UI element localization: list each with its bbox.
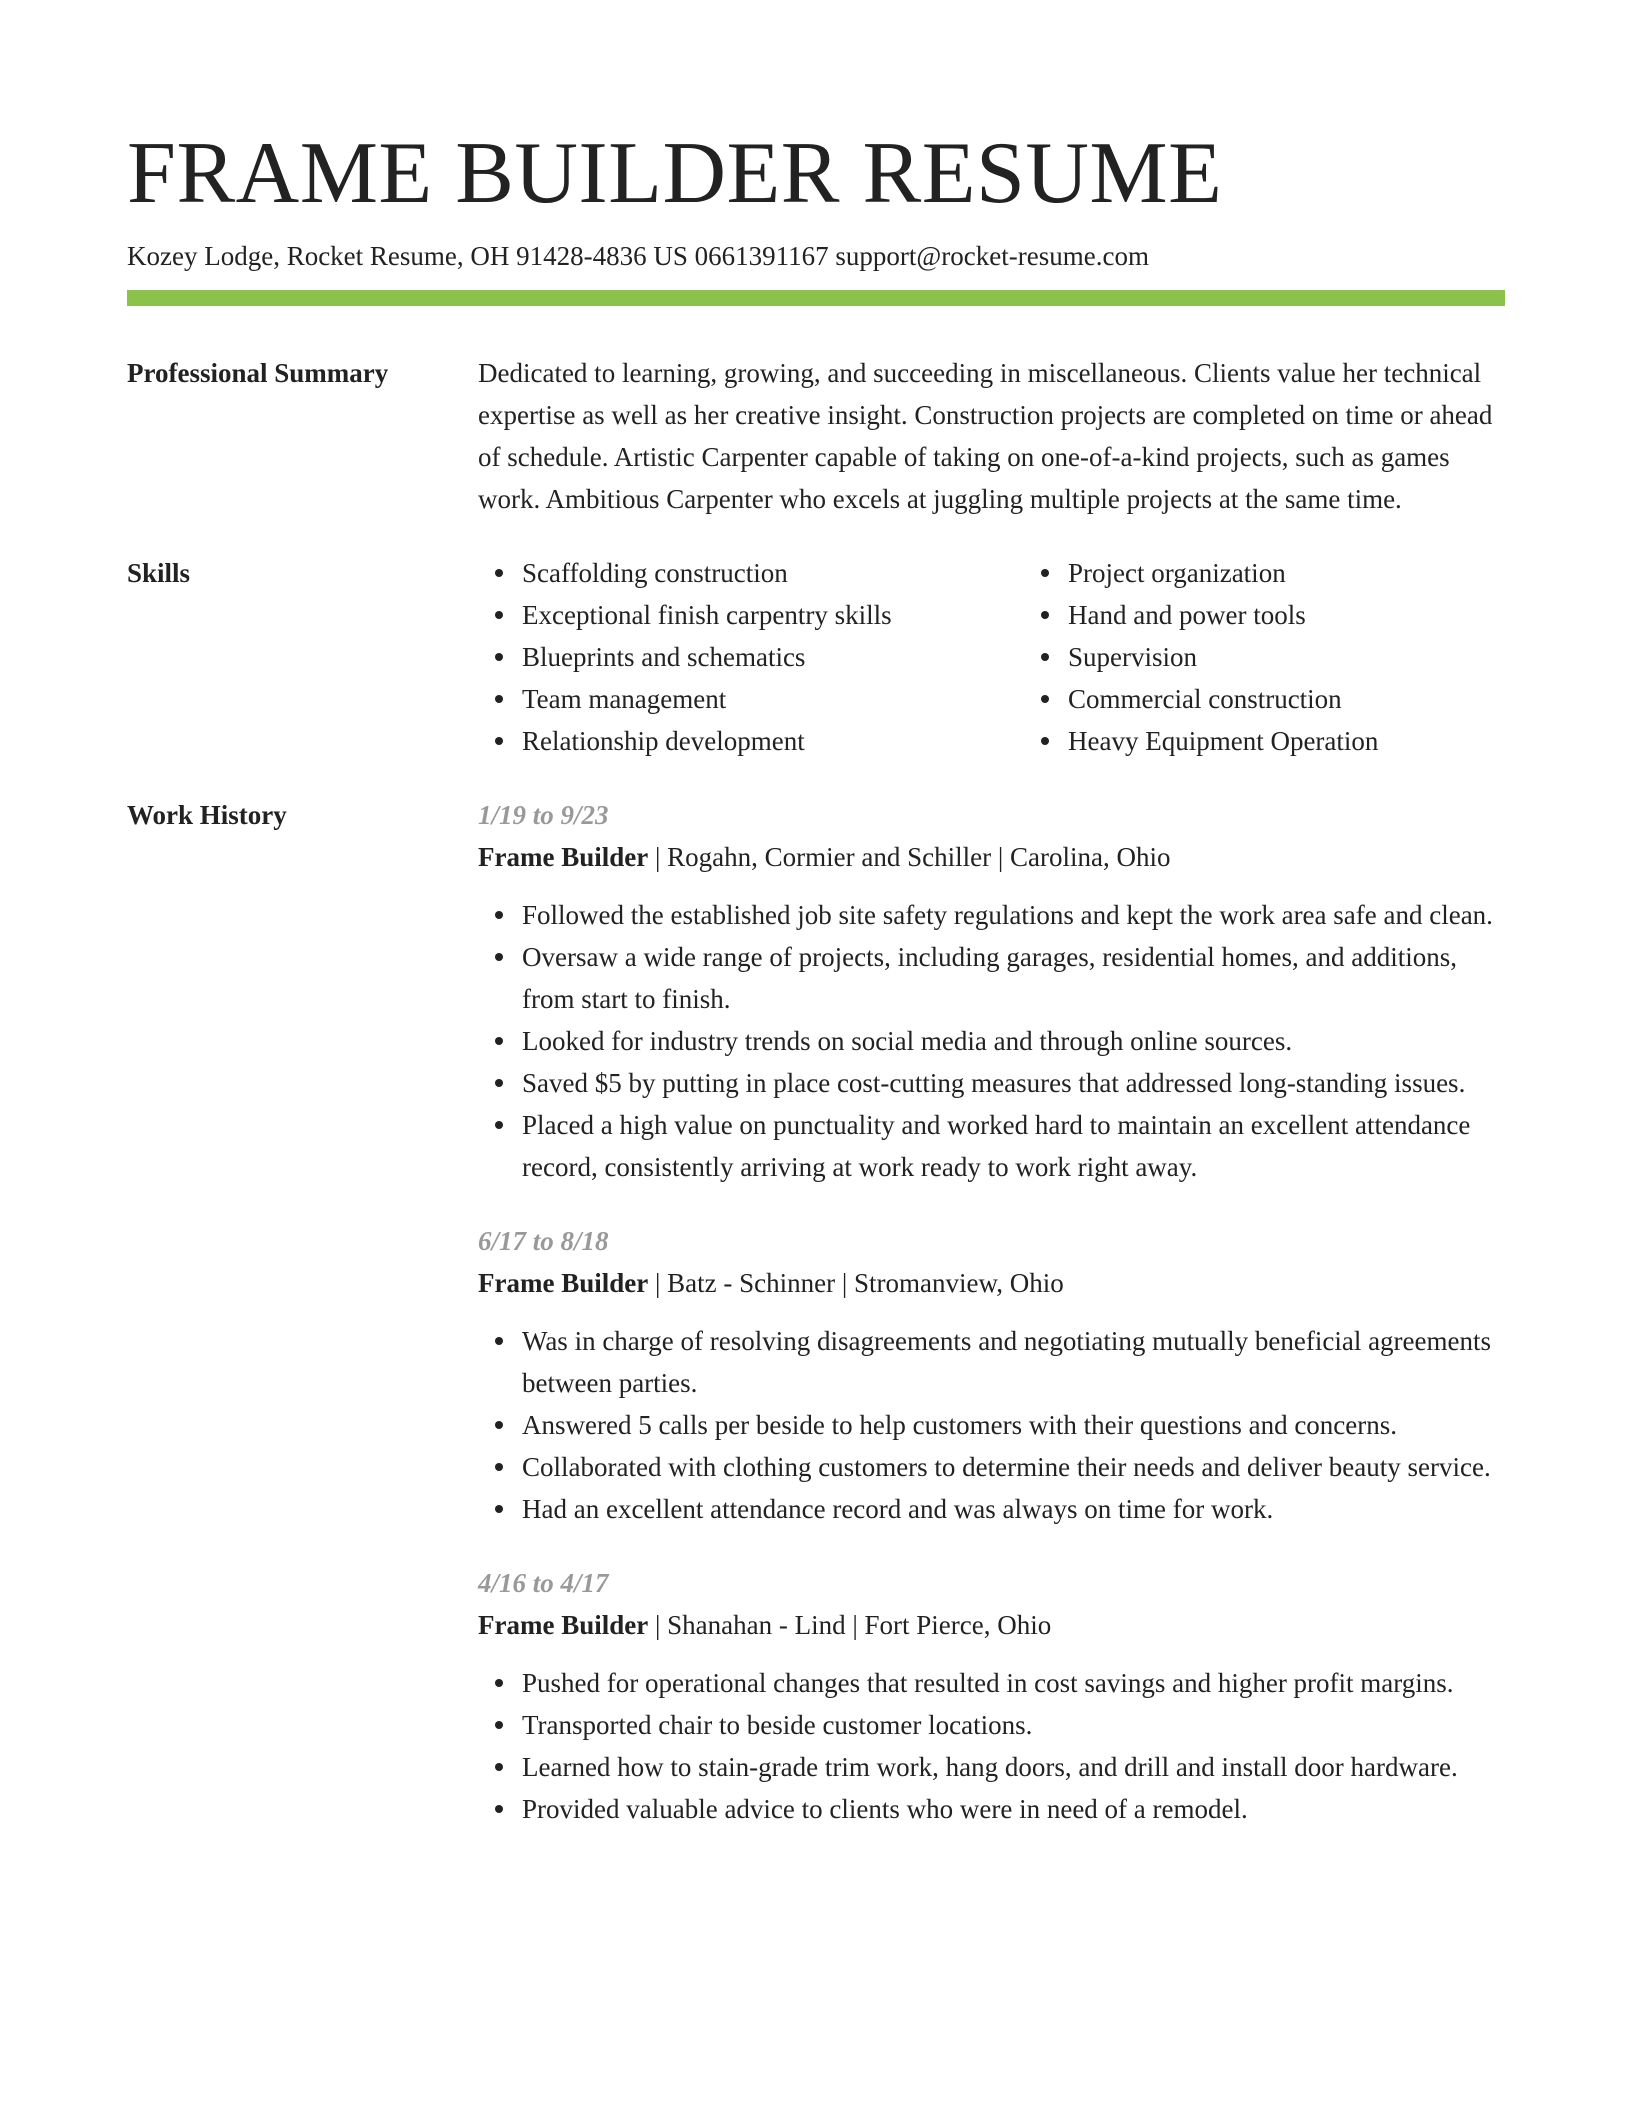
skills-body: [478, 552, 1570, 762]
separator: |: [648, 842, 668, 873]
job-role: Frame Builder: [478, 1268, 649, 1299]
job-company: Shanahan - Lind: [667, 1610, 846, 1641]
section-summary: [127, 352, 1505, 520]
summary-text: Dedicated to learning, growing, and succeeding in miscellaneous. Clients value her technical expertise as well as her creative insight. Construction projects are completed on time or ahead of schedule. Artistic Carpenter capable of taking on one-of-a-kind projects, such as games work. Ambitious Carpenter who excels at juggling multiple projects at the same time.: [478, 358, 1493, 515]
separator: |: [835, 1268, 854, 1299]
job-title-line: [478, 1262, 1505, 1304]
job-bullet: Was in charge of resolving disagreements and negotiating mutually beneficial agreements between parties.: [522, 1320, 1505, 1404]
skill-item: Blueprints and schematics: [522, 636, 1024, 678]
job-dates: 1/19 to 9/23: [478, 800, 609, 831]
contact-line: [127, 240, 1505, 272]
skill-item: Supervision: [1068, 636, 1570, 678]
job-bullet: Transported chair to beside customer locations.: [522, 1704, 1505, 1746]
job-dates: 4/16 to 4/17: [478, 1568, 609, 1599]
job-entry: [478, 1220, 1505, 1530]
job-bullet: Provided valuable advice to clients who were in need of a remodel.: [522, 1788, 1505, 1830]
job-bullet-list: [478, 1320, 1505, 1530]
job-entry: [478, 1562, 1505, 1830]
skill-item: Heavy Equipment Operation: [1068, 720, 1570, 762]
job-bullet: Pushed for operational changes that resulted in cost savings and higher profit margins.: [522, 1662, 1505, 1704]
skills-columns: [478, 552, 1570, 762]
job-bullet: Learned how to stain-grade trim work, hang doors, and drill and install door hardware.: [522, 1746, 1505, 1788]
job-bullet: Answered 5 calls per beside to help customers with their questions and concerns.: [522, 1404, 1505, 1446]
work-history-heading: Work History: [127, 800, 287, 831]
skills-list-left: [478, 552, 1024, 762]
work-history-body: [478, 794, 1505, 1830]
job-location: Carolina, Ohio: [1009, 842, 1171, 873]
job-company: Batz - Schinner: [667, 1268, 836, 1299]
skill-item: Scaffolding construction: [522, 552, 1024, 594]
separator: |: [648, 1268, 668, 1299]
job-bullet: Looked for industry trends on social media and through online sources.: [522, 1020, 1505, 1062]
job-bullet-list: [478, 894, 1505, 1188]
resume-title: FRAME BUILDER RESUME: [127, 125, 1223, 222]
separator: |: [648, 1610, 668, 1641]
section-skills: [127, 552, 1505, 762]
job-bullet: Saved $5 by putting in place cost-cutting measures that addressed long-standing issues.: [522, 1062, 1505, 1104]
job-company: Rogahn, Cormier and Schiller: [667, 842, 992, 873]
job-dates: 6/17 to 8/18: [478, 1226, 609, 1257]
job-bullet: Collaborated with clothing customers to determine their needs and deliver beauty service.: [522, 1446, 1505, 1488]
skill-item: Exceptional finish carpentry skills: [522, 594, 1024, 636]
skill-item: Commercial construction: [1068, 678, 1570, 720]
job-bullet: Had an excellent attendance record and was always on time for work.: [522, 1488, 1505, 1530]
skill-item: Project organization: [1068, 552, 1570, 594]
skills-list-right: [1024, 552, 1570, 762]
job-location: Fort Pierce, Ohio: [864, 1610, 1052, 1641]
separator: |: [845, 1610, 865, 1641]
job-bullet: Placed a high value on punctuality and worked hard to maintain an excellent attendance record, consistently arriving at work ready to work right away.: [522, 1104, 1505, 1188]
contact-address: Kozey Lodge, Rocket Resume, OH 91428-4836 US: [127, 241, 688, 271]
job-role: Frame Builder: [478, 842, 649, 873]
skills-heading: Skills: [127, 558, 191, 589]
skill-item: Hand and power tools: [1068, 594, 1570, 636]
job-role: Frame Builder: [478, 1610, 649, 1641]
skill-item: Team management: [522, 678, 1024, 720]
skill-item: Relationship development: [522, 720, 1024, 762]
contact-email: support@rocket-resume.com: [835, 241, 1149, 271]
contact-phone: 0661391167: [694, 241, 829, 271]
job-bullet: Oversaw a wide range of projects, including garages, residential homes, and additions, from start to finish.: [522, 936, 1505, 1020]
summary-heading: Professional Summary: [127, 358, 389, 389]
section-work-history: [127, 794, 1505, 1830]
job-title-line: [478, 1604, 1505, 1646]
job-location: Stromanview, Ohio: [853, 1268, 1064, 1299]
job-bullet: Followed the established job site safety regulations and kept the work area safe and clean.: [522, 894, 1505, 936]
job-entry: [478, 794, 1505, 1188]
header-divider: [127, 290, 1505, 306]
job-bullet-list: [478, 1662, 1505, 1830]
job-title-line: [478, 836, 1505, 878]
separator: |: [991, 842, 1010, 873]
